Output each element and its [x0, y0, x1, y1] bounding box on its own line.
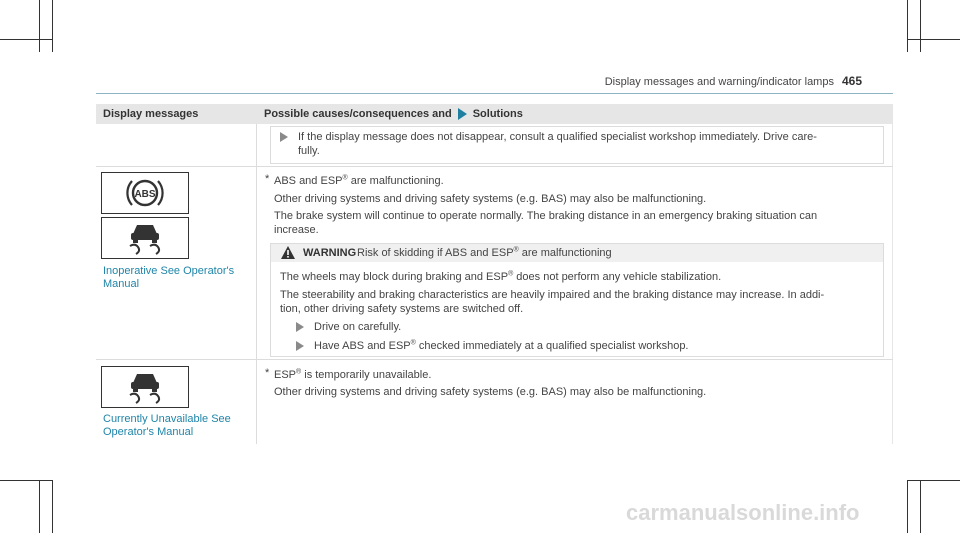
registered-mark: ®	[296, 368, 302, 376]
table-header	[96, 104, 893, 124]
warning-paragraph-2	[280, 288, 880, 316]
header-rule	[96, 93, 893, 94]
crop-mark	[920, 0, 921, 52]
registered-mark: ®	[410, 339, 416, 347]
cause-text: ESP	[274, 369, 297, 381]
footnote-asterisk: *	[265, 367, 270, 379]
crop-mark	[0, 39, 52, 40]
warning-para-text: does not perform any vehicle stabilization.	[513, 271, 722, 283]
solution-step-line2: fully.	[298, 145, 320, 157]
warning-step-2-text	[314, 339, 874, 353]
solution-arrow-icon	[458, 108, 467, 120]
warning-step-1-text: Drive on carefully.	[314, 321, 402, 333]
registered-mark: ®	[342, 174, 348, 182]
svg-text:ABS: ABS	[134, 189, 156, 200]
message-unavailable-line2: Operator's Manual	[103, 426, 194, 438]
cause-abs-esp	[274, 174, 874, 188]
brake-note-line1: The brake system will continue to operate normally. The braking distance in an emergency braking situation can	[274, 210, 818, 222]
warning-triangle-icon	[281, 246, 295, 259]
cause-text: are malfunctioning.	[347, 175, 444, 187]
running-header	[96, 74, 862, 88]
other-systems-note: Other driving systems and driving safety systems (e.g. BAS) may also be malfunctioning.	[274, 193, 707, 205]
crop-mark	[908, 480, 960, 481]
message-currently-unavailable	[103, 413, 253, 439]
footnote-asterisk: *	[265, 173, 270, 185]
crop-mark	[908, 39, 960, 40]
other-systems-note: Other driving systems and driving safety systems (e.g. BAS) may also be malfunctioning.	[274, 386, 707, 398]
cause-text: ABS and ESP	[274, 175, 343, 187]
warning-para-text: The wheels may block during braking and ESP	[280, 271, 509, 283]
column-divider	[256, 124, 257, 444]
registered-mark: ®	[508, 270, 514, 278]
warning-step-1	[296, 320, 876, 334]
crop-mark	[907, 480, 908, 533]
esp-lamp-box	[101, 366, 189, 408]
step-arrow-icon	[296, 341, 304, 351]
crop-mark	[907, 0, 908, 52]
crop-mark	[920, 480, 921, 533]
table-right-border	[892, 124, 893, 444]
message-inoperative-line2: Manual	[103, 278, 140, 290]
warning-para2-line2: tion, other driving safety systems are switched off.	[280, 303, 524, 315]
step-text: Have ABS and ESP	[314, 340, 411, 352]
crop-mark	[0, 480, 52, 481]
column-header-causes	[264, 108, 523, 120]
step-arrow-icon	[296, 322, 304, 332]
row-divider	[96, 166, 893, 167]
warning-summary	[357, 247, 612, 259]
message-unavailable-line1: Currently Unavailable See	[103, 413, 231, 425]
abs-lamp-box	[101, 172, 189, 214]
brake-system-note	[274, 209, 874, 237]
page-number: 465	[841, 74, 862, 88]
warning-summary-text: are malfunctioning	[518, 247, 612, 259]
section-title: Display messages and warning/indicator lamps	[604, 76, 834, 88]
solution-step	[280, 130, 880, 160]
esp-skid-icon	[102, 367, 188, 407]
column-header-display-messages: Display messages	[103, 108, 199, 120]
abs-warning-icon	[102, 173, 188, 213]
column-header-solutions-label: Solutions	[472, 108, 523, 120]
warning-step-2	[296, 339, 876, 353]
esp-lamp-box	[101, 217, 189, 259]
warning-paragraph-1	[280, 270, 880, 284]
warning-summary-text: Risk of skidding if ABS and ESP	[357, 247, 514, 259]
step-arrow-icon	[280, 132, 288, 142]
warning-title: WARNING	[303, 247, 357, 259]
crop-mark	[39, 0, 40, 52]
solution-step-line1: If the display message does not disappear, consult a qualified specialist workshop immediately. Drive care-	[298, 131, 817, 143]
cause-text: is temporarily unavailable.	[301, 369, 432, 381]
esp-skid-icon	[102, 218, 188, 258]
step-text: checked immediately at a qualified specialist workshop.	[415, 340, 689, 352]
warning-header	[271, 244, 883, 262]
warning-para2-line1: The steerability and braking characteristics are heavily impaired and the braking distance may increase. In addi-	[280, 289, 825, 301]
registered-mark: ®	[513, 246, 519, 254]
cause-esp-unavailable	[274, 368, 874, 382]
message-inoperative-line1: Inoperative See Operator's	[103, 265, 235, 277]
crop-mark	[52, 0, 53, 52]
crop-mark	[52, 480, 53, 533]
solution-step-text	[298, 130, 888, 158]
brake-note-line2: increase.	[274, 224, 319, 236]
site-watermark: carmanualsonline.info	[626, 500, 860, 525]
row-divider	[96, 359, 893, 360]
column-header-causes-label: Possible causes/consequences and	[264, 108, 452, 120]
crop-mark	[39, 480, 40, 533]
message-inoperative	[103, 265, 253, 291]
